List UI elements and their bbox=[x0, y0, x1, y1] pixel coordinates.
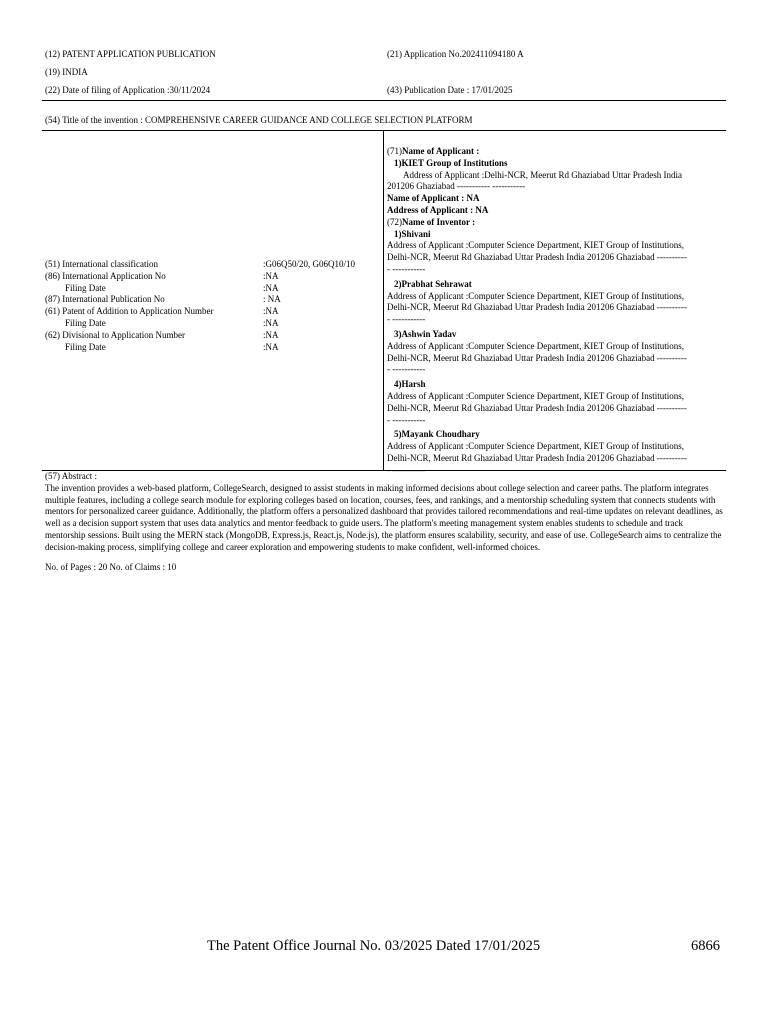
inventor-address: Address of Applicant :Computer Science Department, KIET Group of Institutions, bbox=[387, 240, 685, 251]
classification-label: (86) International Application No bbox=[45, 270, 166, 281]
classification-label: Filing Date bbox=[65, 282, 106, 293]
classification-row bbox=[45, 330, 355, 342]
inventor-address-end: - ----------- bbox=[387, 263, 426, 274]
abstract-text: The invention provides a web-based platform, CollegeSearch, designed to assist students in making informed decisions about college selection and career paths. The platform integrates multiple features, including a college search module for exploring colleges based on location, courses, fees, and rankings, and a mentorship scheduling system that connects students with mentors for personalized career guidance. Additionally, the platform offers a personalized dashboard that provides tailored recommendations and real-time updates on relevant deadlines, as well as a decision support system that uses data analytics and mentor feedback to guide users. The platform's meeting management system enables students to schedule and track mentorship sessions. Built using the MERN stack (MongoDB, Express.js, React.js, Node.js), the platform ensures scalability, security, and ease of use. CollegeSearch aims to centralize the decision-making process, simplifying college and career exploration and empowering students to make confident, well-informed choices. bbox=[45, 482, 723, 552]
inventor-name: 2)Prabhat Sehrawat bbox=[394, 278, 472, 289]
inventor-address-cont: Delhi-NCR, Meerut Rd Ghaziabad Uttar Pradesh India 201206 Ghaziabad ---------- bbox=[387, 252, 687, 263]
inventor-address-end: - ----------- bbox=[387, 414, 426, 425]
inventor-address: Address of Applicant :Computer Science Department, KIET Group of Institutions, bbox=[387, 390, 685, 401]
classification-value: :NA bbox=[263, 282, 279, 293]
classification-label: (51) International classification bbox=[45, 259, 158, 269]
inventor-address-end: - ----------- bbox=[387, 314, 426, 325]
inventor-item bbox=[387, 379, 725, 426]
publication-date: (43) Publication Date : 17/01/2025 bbox=[387, 85, 513, 95]
page-number: 6866 bbox=[691, 938, 720, 954]
classification-label: Filing Date bbox=[65, 341, 106, 352]
inventor-address-end: - ----------- bbox=[387, 364, 426, 375]
classification-label: Filing Date bbox=[65, 317, 106, 328]
classification-row bbox=[45, 259, 355, 271]
inventor-address-cont: Delhi-NCR, Meerut Rd Ghaziabad Uttar Pradesh India 201206 Ghaziabad ---------- bbox=[387, 352, 687, 363]
publication-type: (12) PATENT APPLICATION PUBLICATION bbox=[45, 49, 216, 59]
application-number: (21) Application No.202411094180 A bbox=[387, 49, 524, 59]
invention-title: (54) Title of the invention : COMPREHENSIVE CAREER GUIDANCE AND COLLEGE SELECTION PLATFORM bbox=[45, 115, 473, 125]
classification-row bbox=[45, 318, 355, 330]
inventor-name: 5)Mayank Choudhary bbox=[394, 429, 480, 440]
inventor-item bbox=[387, 279, 725, 326]
divider-header bbox=[42, 100, 726, 101]
classification-value: :G06Q50/20, G06Q10/10 bbox=[263, 259, 355, 269]
inventor-name: 4)Harsh bbox=[394, 379, 426, 390]
classification-value: : NA bbox=[263, 294, 281, 305]
filing-date: (22) Date of filing of Application :30/11/2024 bbox=[45, 85, 211, 95]
classification-label: (61) Patent of Addition to Application Number bbox=[45, 306, 214, 317]
inventor-address: Address of Applicant :Computer Science Department, KIET Group of Institutions, bbox=[387, 290, 685, 301]
applicant-address-2: Address of Applicant : NA bbox=[387, 204, 489, 215]
classification-label: (87) International Publication No bbox=[45, 294, 165, 305]
classification-label: (62) Divisional to Application Number bbox=[45, 329, 185, 340]
classification-row bbox=[45, 306, 355, 318]
classification-row bbox=[45, 283, 355, 295]
classification-row bbox=[45, 271, 355, 283]
classification-value: :NA bbox=[263, 341, 279, 352]
applicant-heading: (71)Name of Applicant : bbox=[387, 146, 480, 156]
country: (19) INDIA bbox=[45, 67, 88, 77]
abstract-heading: (57) Abstract : bbox=[45, 471, 97, 481]
classification-value: :NA bbox=[263, 306, 279, 317]
inventor-address-end: - ----------- bbox=[387, 464, 426, 475]
classification-table bbox=[45, 259, 355, 353]
pages-claims: No. of Pages : 20 No. of Claims : 10 bbox=[45, 561, 177, 572]
inventor-address: Address of Applicant :Computer Science Department, KIET Group of Institutions, bbox=[387, 441, 685, 452]
inventor-list bbox=[387, 229, 725, 477]
inventor-item bbox=[387, 229, 725, 276]
applicant-inventor-block bbox=[387, 146, 725, 477]
inventor-name: 3)Ashwin Yadav bbox=[394, 328, 457, 339]
inventor-address-cont: Delhi-NCR, Meerut Rd Ghaziabad Uttar Pradesh India 201206 Ghaziabad ---------- bbox=[387, 402, 687, 413]
inventor-address-cont: Delhi-NCR, Meerut Rd Ghaziabad Uttar Pradesh India 201206 Ghaziabad ---------- bbox=[387, 302, 687, 313]
inventor-heading: (72)Name of Inventor : bbox=[387, 216, 476, 227]
inventor-name: 1)Shivani bbox=[394, 228, 431, 239]
classification-value: :NA bbox=[263, 317, 279, 328]
inventor-address: Address of Applicant :Computer Science Department, KIET Group of Institutions, bbox=[387, 340, 685, 351]
classification-row bbox=[45, 294, 355, 306]
divider-vertical bbox=[383, 130, 384, 470]
applicant-name: 1)KIET Group of Institutions bbox=[394, 157, 508, 168]
classification-row bbox=[45, 342, 355, 354]
abstract-section bbox=[45, 471, 725, 573]
divider-title bbox=[42, 130, 726, 131]
classification-value: :NA bbox=[263, 329, 279, 340]
journal-footer: The Patent Office Journal No. 03/2025 Dated 17/01/2025 bbox=[207, 938, 541, 954]
inventor-address-cont: Delhi-NCR, Meerut Rd Ghaziabad Uttar Pradesh India 201206 Ghaziabad ---------- bbox=[387, 452, 687, 463]
inventor-item bbox=[387, 329, 725, 376]
applicant-address: Address of Applicant :Delhi-NCR, Meerut Rd Ghaziabad Uttar Pradesh India bbox=[403, 169, 682, 180]
applicant-address-cont: 201206 Ghaziabad ----------- ----------- bbox=[387, 181, 526, 192]
classification-value: :NA bbox=[263, 270, 279, 281]
applicant-name-2: Name of Applicant : NA bbox=[387, 193, 480, 204]
